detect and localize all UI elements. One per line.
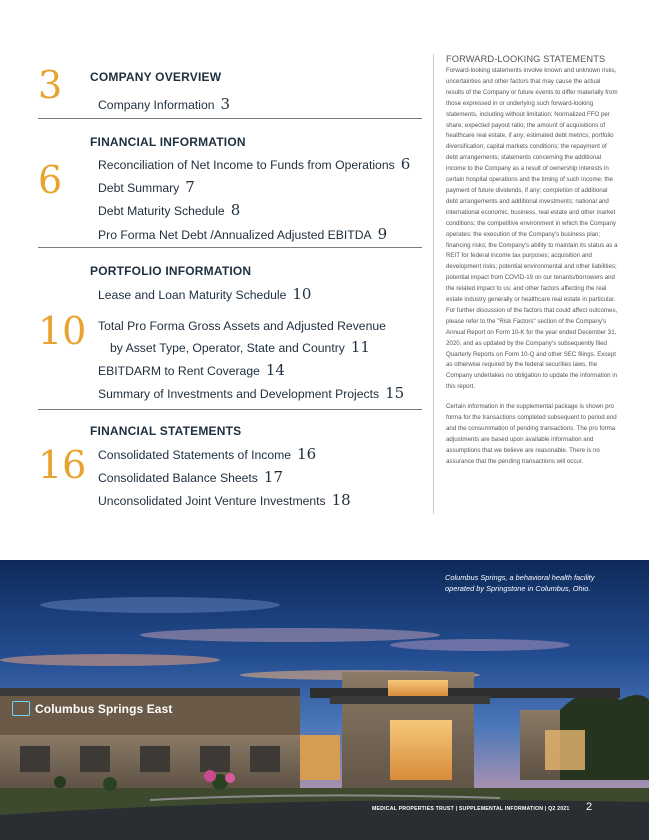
toc-entry-label: Pro Forma Net Debt /Annualized Adjusted EBITDA — [98, 228, 372, 242]
toc-entry-label: Debt Summary — [98, 181, 180, 195]
toc-entry-label: Summary of Investments and Development Projects — [98, 387, 380, 401]
toc-entry-label: Company Information — [98, 98, 215, 112]
toc-entry-page: 10 — [292, 285, 312, 303]
columbus-springs-logo-icon — [12, 701, 30, 716]
toc-entry-company-information[interactable] — [98, 95, 230, 113]
page-number: 2 — [586, 801, 593, 813]
toc-entry-page: 9 — [377, 225, 388, 243]
toc-entry-investments-summary[interactable] — [98, 384, 404, 402]
toc-entry-page: 15 — [385, 384, 405, 402]
building-photo — [0, 560, 649, 840]
toc-entry-label: EBITDARM to Rent Coverage — [98, 364, 260, 378]
toc-entry-balance-sheets[interactable] — [98, 468, 283, 486]
section-number: 3 — [38, 63, 63, 107]
toc-entry-page: 14 — [265, 361, 285, 379]
toc-entry-label: Unconsolidated Joint Venture Investments — [98, 494, 326, 508]
toc-entry-pro-forma-net-debt[interactable] — [98, 225, 387, 243]
toc-entry-debt-maturity[interactable] — [98, 201, 240, 219]
toc-entry-label: Debt Maturity Schedule — [98, 204, 225, 218]
toc-entry-page: 6 — [400, 155, 411, 173]
toc-entry-joint-venture[interactable] — [98, 491, 351, 509]
fls-paragraph: Certain information in the supplemental package is shown pro forma for the transactions completed subsequent to period end and the consummation of pending transactions. The pro forma adjustments are based upon available information and assumptions that we believe are reasonable. There is no assurance that the pending transactions will occur. — [446, 403, 617, 465]
toc-section-financial-information — [38, 119, 422, 248]
photo-illustration — [0, 560, 649, 840]
toc-entry-label: Reconciliation of Net Income to Funds from Operations — [98, 158, 395, 172]
toc-entry-page: 16 — [297, 445, 317, 463]
toc-section-portfolio-information — [38, 248, 422, 410]
toc-entry-page: 7 — [185, 178, 195, 196]
section-number: 6 — [38, 158, 63, 202]
building-sign-text: Columbus Springs East — [35, 701, 173, 716]
section-heading: FINANCIAL INFORMATION — [90, 135, 246, 149]
fls-body — [446, 66, 619, 468]
section-number: 10 — [38, 309, 87, 353]
toc-entry-label: Consolidated Statements of Income — [98, 448, 292, 462]
toc-entry-gross-assets[interactable] — [98, 316, 392, 334]
toc-entry-page: 8 — [230, 201, 241, 219]
toc-entry-page: 17 — [263, 468, 283, 486]
toc-entry-reconciliation[interactable] — [98, 155, 410, 173]
toc-entry-page: 18 — [331, 491, 351, 509]
toc-section-company-overview — [38, 60, 422, 119]
toc-entry-lease-loan-maturity[interactable] — [98, 285, 311, 303]
section-heading: FINANCIAL STATEMENTS — [90, 424, 242, 438]
toc-entry-by-asset-type[interactable] — [110, 338, 370, 356]
toc-entry-page: 11 — [350, 338, 370, 356]
section-heading: COMPANY OVERVIEW — [90, 70, 222, 84]
toc-entry-debt-summary[interactable] — [98, 178, 195, 196]
fls-paragraph: Forward-looking statements involve known and unknown risks, uncertainties and other factors that may cause the actual results of the Company or future events to differ materially from those expressed in or underlying such forward-looking statements, including without limitation: Normalized FFO per share; expected payout ratio; the amount of acquisitions of healthcare real estate, if any; estimated debt metrics; portfolio diversification; capital markets conditions; the repayment of debt arrangements; statements concerning the additional income to the Company as a result of ownership interests in certain hospital operations and the timing of such income; the payment of future dividends, if any; completion of additional debt arrangements and additional investments; national and international economic, business, real estate and other market conditions; the competitive environment in which the Company operates; the execution of the Company's business plan; financing risks; the Company's ability to maintain its status as a REIT for federal income tax purposes; acquisition and development risks; potential environmental and other liabilities; potential impact from COVID-19 on our tenants/borrowers and the related impact to us; and other factors affecting the real estate industry generally or healthcare real estate in particular. For further discussion of the factors that could affect outcomes, please refer to the "Risk Factors" section of the Company's Annual Report on Form 10-K for the year ended December 31, 2020, and as updated by the Company's subsequently filed Quarterly Reports on Form 10-Q and other SEC filings. Except as otherwise required by the federal securities laws, the Company undertakes no obligation to update the information in this report. — [446, 67, 618, 391]
page-footer: MEDICAL PROPERTIES TRUST | SUPPLEMENTAL INFORMATION | Q2 2021 — [372, 806, 570, 812]
toc-entry-label: Lease and Loan Maturity Schedule — [98, 288, 287, 302]
toc-section-financial-statements — [38, 410, 422, 520]
toc-entry-statements-of-income[interactable] — [98, 445, 316, 463]
forward-looking-statements — [433, 54, 619, 514]
toc-entry-label: by Asset Type, Operator, State and Country — [110, 341, 345, 355]
section-heading: PORTFOLIO INFORMATION — [90, 264, 252, 278]
section-number: 16 — [38, 443, 87, 487]
toc-entry-page: 3 — [220, 95, 231, 113]
building-sign — [12, 701, 172, 716]
toc-entry-ebitdarm[interactable] — [98, 361, 285, 379]
toc-entry-label: Consolidated Balance Sheets — [98, 471, 258, 485]
photo-caption: Columbus Springs, a behavioral health facility operated by Springstone in Columbus, Ohio. — [445, 573, 595, 593]
table-of-contents — [38, 60, 422, 520]
fls-title: FORWARD-LOOKING STATEMENTS — [446, 54, 606, 64]
toc-entry-label: Total Pro Forma Gross Assets and Adjusted Revenue — [98, 319, 386, 333]
